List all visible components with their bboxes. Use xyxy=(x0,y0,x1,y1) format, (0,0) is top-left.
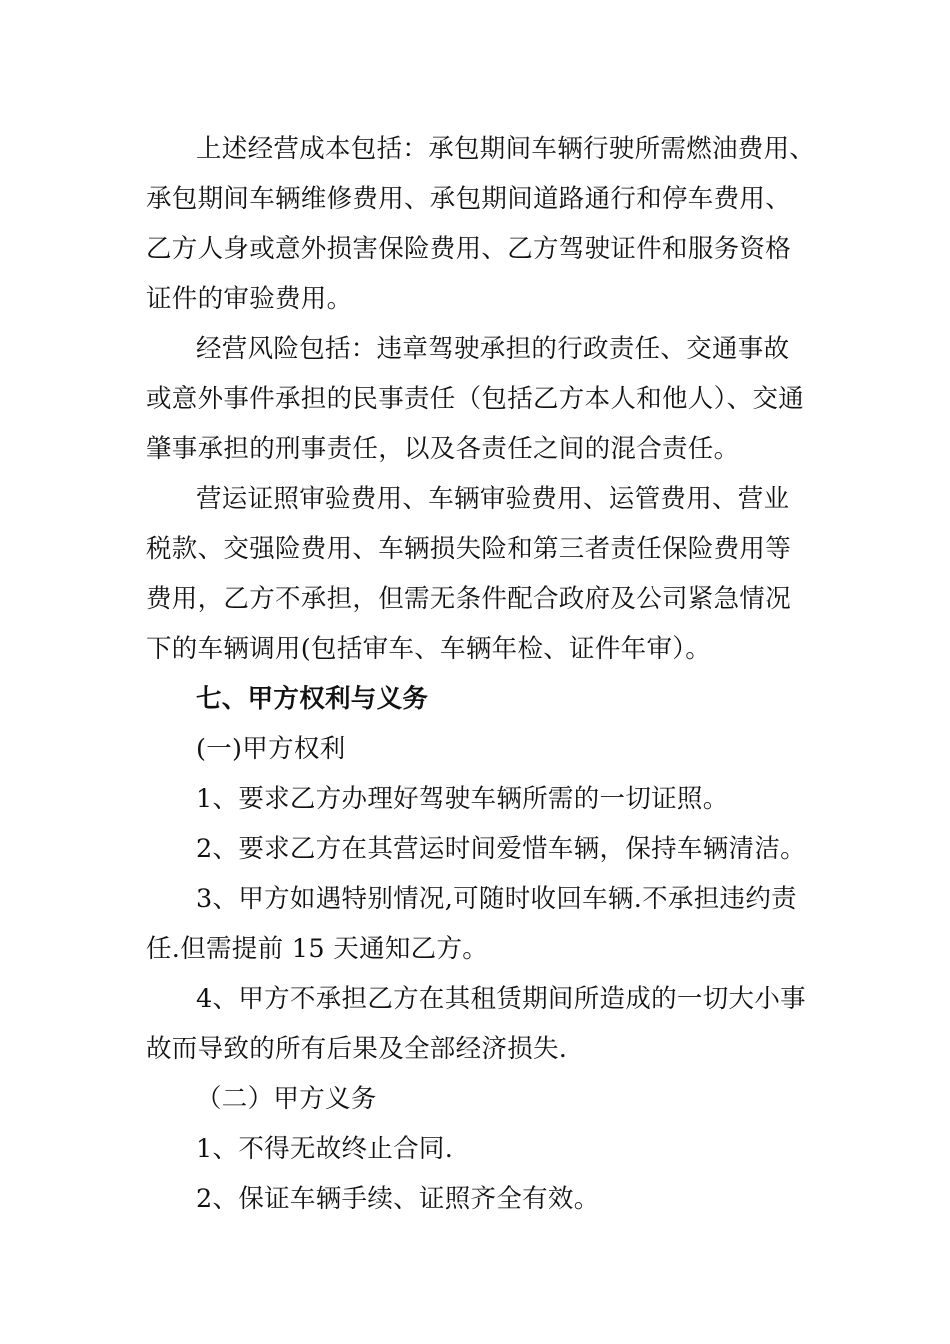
paragraph-operating-risks-line-1: 经营风险包括：违章驾驶承担的行政责任、交通事故 xyxy=(196,334,790,364)
subsection-heading-party-a-rights: (一)甲方权利 xyxy=(196,734,346,764)
rights-item-2: 2、要求乙方在其营运时间爱惜车辆，保持车辆清洁。 xyxy=(196,834,806,864)
obligations-item-1: 1、不得无故终止合同. xyxy=(196,1134,454,1164)
paragraph-fees-line-3: 费用，乙方不承担，但需无条件配合政府及公司紧急情况 xyxy=(146,584,792,614)
rights-item-1: 1、要求乙方办理好驾驶车辆所需的一切证照。 xyxy=(196,784,729,814)
paragraph-fees-line-1: 营运证照审验费用、车辆审验费用、运管费用、营业 xyxy=(196,484,790,514)
subsection-heading-party-a-obligations: （二）甲方义务 xyxy=(196,1084,377,1114)
paragraph-operating-risks-line-2: 或意外事件承担的民事责任（包括乙方本人和他人）、交通 xyxy=(146,384,805,414)
rights-item-3-line-1: 3、甲方如遇特别情况,可随时收回车辆.不承担违约责 xyxy=(196,884,797,914)
rights-item-4-line-1: 4、甲方不承担乙方在其租赁期间所造成的一切大小事 xyxy=(196,984,806,1014)
paragraph-operating-costs-line-2: 承包期间车辆维修费用、承包期间道路通行和停车费用、 xyxy=(146,184,792,214)
paragraph-operating-costs-line-3: 乙方人身或意外损害保险费用、乙方驾驶证件和服务资格 xyxy=(146,234,792,264)
section-heading-party-a-rights-obligations: 七、甲方权利与义务 xyxy=(196,684,429,714)
paragraph-fees-line-2: 税款、交强险费用、车辆损失险和第三者责任保险费用等 xyxy=(146,534,792,564)
paragraph-operating-risks-line-3: 肇事承担的刑事责任，以及各责任之间的混合责任。 xyxy=(146,434,740,464)
rights-item-4-line-2: 故而导致的所有后果及全部经济损失. xyxy=(146,1034,568,1064)
paragraph-operating-costs-line-4: 证件的审验费用。 xyxy=(146,284,353,314)
paragraph-operating-costs-line-1: 上述经营成本包括：承包期间车辆行驶所需燃油费用、 xyxy=(196,134,816,164)
rights-item-3-line-2: 任.但需提前 15 天通知乙方。 xyxy=(146,934,489,964)
obligations-item-2: 2、保证车辆手续、证照齐全有效。 xyxy=(196,1184,600,1214)
paragraph-fees-line-4: 下的车辆调用(包括审车、车辆年检、证件年审）。 xyxy=(146,634,712,664)
